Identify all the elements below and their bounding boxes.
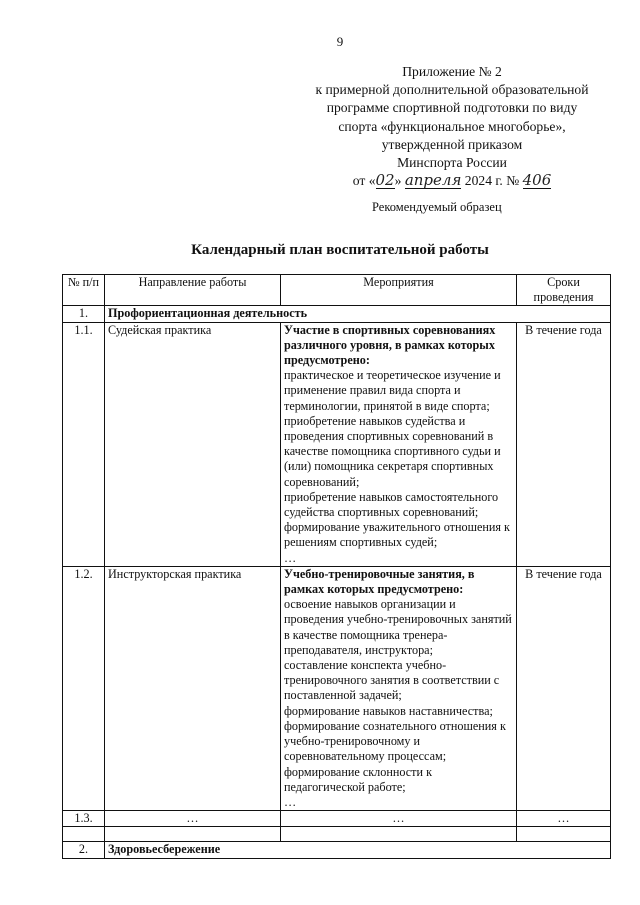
row-num: 1.3. (63, 811, 105, 827)
row-terms: … (517, 811, 611, 827)
events-heading: Участие в спортивных соревнованиях различного уровня, в рамках которых предусмотрено: (284, 322, 496, 368)
spacer-cell (105, 827, 281, 842)
document-title: Календарный план воспитательной работы (191, 242, 489, 258)
order-month-handwritten: апреля (404, 171, 462, 190)
event-item: формирование навыков наставничества; (284, 703, 493, 718)
event-item: формирование сознательного отношения к учебно-тренировочному и соревновательному процессам; (284, 718, 506, 764)
row-events (281, 322, 517, 566)
event-item: составление конспекта учебно-тренировочного занятия в соответствии с поставленной задачей; (284, 658, 500, 703)
table-row (63, 322, 611, 566)
appendix-line: Минспорта России (397, 155, 507, 171)
row-num: 1.2. (63, 566, 105, 810)
row-events: … (281, 811, 517, 827)
event-item: формирование уважительного отношения к решениям спортивных судей; (284, 520, 510, 550)
spacer-cell (281, 827, 517, 842)
section-row (63, 842, 611, 858)
order-year: 2024 г. № (464, 173, 520, 189)
section-num: 2. (63, 842, 105, 858)
page-number: 9 (336, 34, 344, 49)
event-item: приобретение навыков самостоятельного судейства спортивных соревнований; (284, 489, 499, 520)
section-row (63, 306, 611, 322)
row-num: 1.1. (63, 322, 105, 566)
appendix-line: к примерной дополнительной образовательной (315, 82, 589, 98)
spacer-cell (517, 827, 611, 842)
row-direction: Инструкторская практика (105, 566, 281, 810)
section-num: 1. (63, 306, 105, 322)
event-item: … (284, 550, 297, 565)
order-day-handwritten: 02 (375, 171, 395, 190)
event-item: практическое и теоретическое изучение и применение правил вида спорта и терминологии, принятой в виде спорта; (284, 368, 501, 413)
row-direction: Судейская практика (105, 322, 281, 566)
header-num: № п/п (63, 275, 105, 306)
section-label: Профориентационная деятельность (105, 306, 611, 322)
row-events (281, 566, 517, 810)
events-heading: Учебно-тренировочные занятия, в рамках которых предусмотрено: (284, 566, 475, 597)
header-direction: Направление работы (105, 275, 281, 306)
table-row (63, 811, 611, 827)
plan-table (62, 274, 611, 859)
order-number-handwritten: 406 (522, 171, 552, 190)
appendix-line: Приложение № 2 (402, 64, 502, 79)
event-item: освоение навыков организации и проведения учебно-тренировочных занятий в качестве помощника тренера-преподавателя, инструктора; (284, 597, 512, 657)
event-item: … (284, 794, 297, 809)
appendix-block (292, 63, 612, 190)
event-item: формирование склонности к педагогической работе; (284, 764, 432, 794)
appendix-line: утвержденной приказом (381, 136, 523, 152)
section-label: Здоровьесбережение (105, 842, 611, 858)
header-terms: Сроки проведения (517, 275, 611, 306)
event-item: приобретение навыков судейства и проведения спортивных соревнований в качестве помощника спортивного судьи и (или) помощника секретаря спортивных соревнований; (284, 413, 501, 489)
table-row (63, 566, 611, 810)
order-prefix: от « (352, 173, 376, 189)
table-spacer-row (63, 827, 611, 842)
row-terms: В течение года (517, 566, 611, 810)
appendix-line: спорта «функциональное многоборье», (338, 118, 566, 134)
order-mid: » (394, 173, 402, 189)
recommended-sample: Рекомендуемый образец (372, 200, 502, 214)
header-events: Мероприятия (281, 275, 517, 306)
order-line (353, 172, 552, 190)
row-terms: В течение года (517, 322, 611, 566)
table-header-row (63, 275, 611, 306)
appendix-line: программе спортивной подготовки по виду (326, 100, 578, 116)
spacer-cell (63, 827, 105, 842)
row-direction: … (105, 811, 281, 827)
